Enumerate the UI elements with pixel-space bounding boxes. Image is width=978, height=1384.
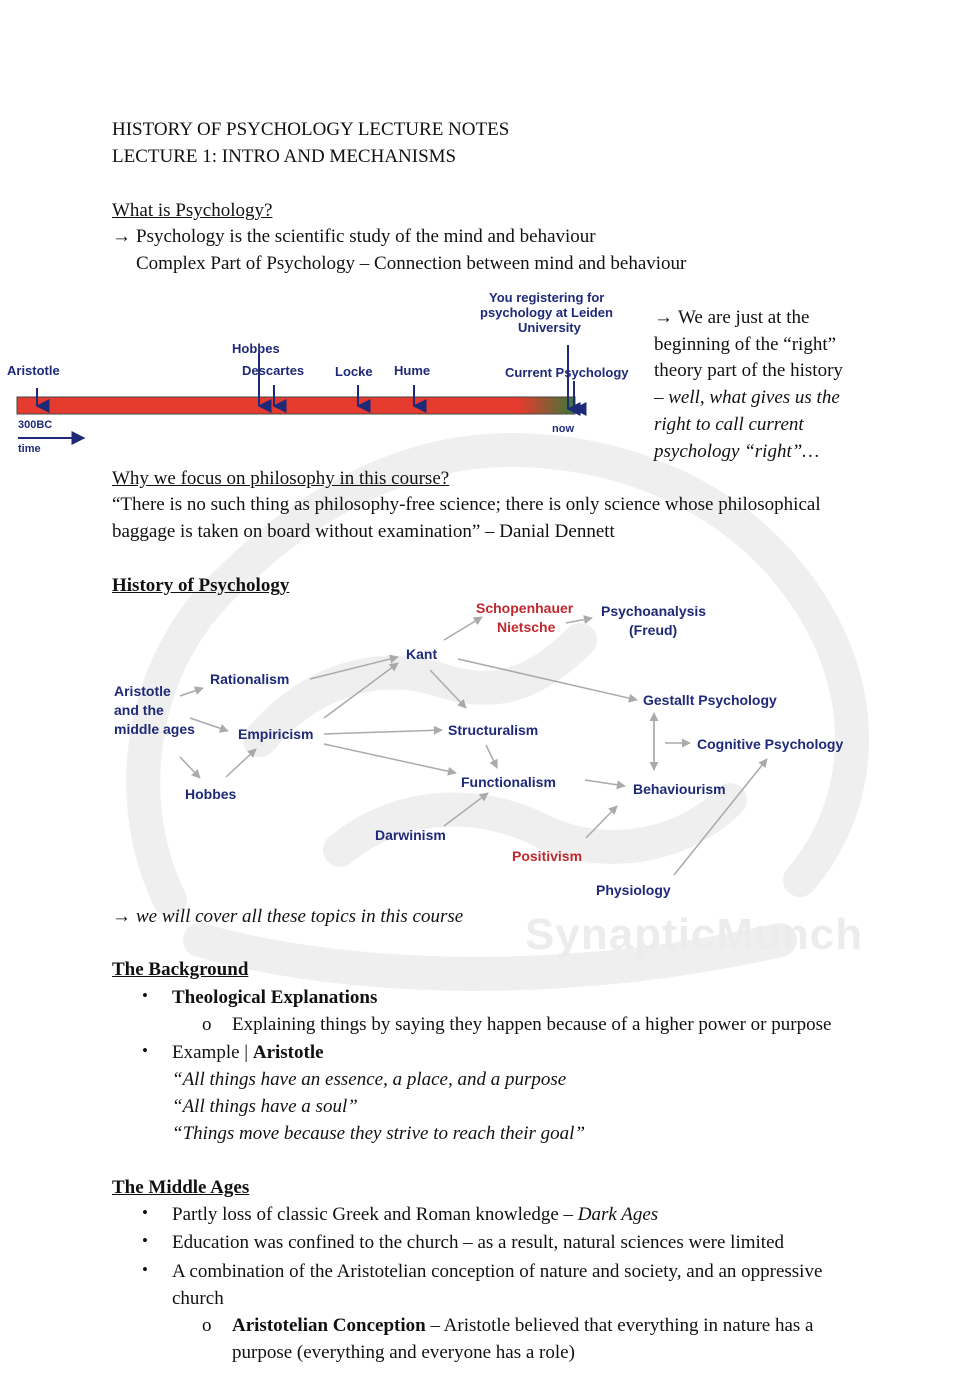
dark-ages-text: Dark Ages — [577, 1204, 659, 1225]
theological-sub-item: Explaining things by saying they happen because of a higher power or purpose — [232, 1014, 832, 1035]
timeline-registering-2: psychology at Leiden — [480, 305, 613, 320]
node-darwinism: Darwinism — [375, 827, 446, 843]
sub-bullet-icon: o — [202, 1315, 212, 1336]
timeline-hobbes: Hobbes — [232, 341, 280, 356]
watermark-text: SynapticMunch — [525, 910, 864, 959]
middle-ages-item-3-line-1: A combination of the Aristotelian conception of nature and society, and an oppressive — [172, 1261, 823, 1282]
node-aristotle-1: Aristotle — [114, 683, 171, 699]
timeline-registering-3: University — [518, 320, 581, 335]
node-freud: (Freud) — [629, 622, 678, 638]
node-hobbes: Hobbes — [185, 786, 237, 802]
bullet-icon: • — [142, 986, 148, 1005]
what-is-heading: What is Psychology? — [112, 200, 273, 221]
doc-title: HISTORY OF PSYCHOLOGY LECTURE NOTES — [112, 119, 510, 140]
side-note-line-3: theory part of the history — [654, 360, 843, 381]
node-schopenhauer: Schopenhauer — [476, 600, 574, 616]
cover-note-arrow: → — [112, 906, 131, 927]
complex-part-text: Complex Part of Psychology – Connection between mind and behaviour — [136, 253, 687, 274]
aristotle-quote-3: “Things move because they strive to reach their goal” — [172, 1123, 586, 1144]
middle-ages-item-3-line-2: church — [172, 1288, 224, 1309]
timeline-hume: Hume — [394, 363, 431, 378]
aristotelian-conception — [232, 1312, 814, 1339]
node-aristotle-3: middle ages — [114, 721, 195, 737]
node-rationalism: Rationalism — [210, 671, 290, 687]
definition-text: Psychology is the scientific study of the mind and behaviour — [136, 226, 596, 247]
timeline-start: 300BC — [18, 419, 53, 431]
bullet-icon: • — [142, 1260, 148, 1279]
dennett-quote-line-2: baggage is taken on board without examination” – Danial Dennett — [112, 521, 615, 542]
timeline-current: Current Psychology — [505, 365, 629, 380]
example-aristotle: Aristotle — [252, 1042, 324, 1063]
middle-ages-item-2: Education was confined to the church – as a result, natural sciences were limited — [172, 1232, 784, 1253]
node-cognitive: Cognitive Psychology — [697, 736, 844, 752]
cover-note: we will cover all these topics in this course — [136, 906, 464, 927]
aristotle-quote-1: “All things have an essence, a place, and a purpose — [172, 1069, 567, 1090]
side-note-line-1: We are just at the — [678, 307, 810, 328]
node-functionalism: Functionalism — [461, 774, 556, 790]
timeline-locke: Locke — [335, 364, 373, 379]
side-note-line-4: – well, what gives us the — [654, 387, 840, 408]
dennett-quote-line-1: “There is no such thing as philosophy-free science; there is only science whose philosophical — [112, 494, 821, 515]
aristotelian-definition: – Aristotle believed that everything in nature has a — [425, 1315, 814, 1336]
node-aristotle-2: and the — [114, 702, 164, 718]
bullet-icon: • — [142, 1231, 148, 1250]
background-heading: The Background — [112, 959, 249, 980]
node-structuralism: Structuralism — [448, 722, 539, 738]
timeline-descartes: Descartes — [242, 363, 305, 378]
theological-item: Theological Explanations — [172, 987, 378, 1008]
bullet-icon: • — [142, 1041, 148, 1060]
node-nietsche: Nietsche — [497, 619, 556, 635]
definition-arrow: → — [112, 226, 131, 247]
node-psychoanalysis: Psychoanalysis — [601, 603, 707, 619]
node-empiricism: Empiricism — [238, 726, 314, 742]
item1-text: Partly loss of classic Greek and Roman knowledge – — [172, 1204, 578, 1225]
philosophy-heading: Why we focus on philosophy in this course? — [112, 468, 450, 489]
history-heading: History of Psychology — [112, 575, 290, 596]
side-note-line-6: psychology “right”… — [654, 441, 820, 462]
middle-ages-item-1 — [172, 1201, 658, 1228]
lecture-title: LECTURE 1: INTRO AND MECHANISMS — [112, 146, 457, 167]
node-positivism: Positivism — [512, 848, 583, 864]
example-item — [172, 1039, 324, 1066]
node-behaviourism: Behaviourism — [633, 781, 726, 797]
timeline-axis-label: time — [18, 443, 41, 455]
sub-bullet-icon: o — [202, 1014, 212, 1035]
bullet-icon: • — [142, 1203, 148, 1222]
middle-ages-heading: The Middle Ages — [112, 1177, 250, 1198]
node-kant: Kant — [406, 646, 438, 662]
side-note-arrow: → — [654, 307, 673, 328]
timeline-aristotle: Aristotle — [7, 363, 60, 378]
timeline-registering-1: You registering for — [489, 290, 605, 305]
aristotelian-term: Aristotelian Conception — [232, 1315, 426, 1336]
side-note-line-5: right to call current — [654, 414, 804, 435]
node-gestalt: Gestallt Psychology — [643, 692, 777, 708]
aristotelian-conception-line-2: purpose (everything and everyone has a role) — [232, 1342, 575, 1363]
timeline-end: now — [552, 423, 574, 435]
node-physiology: Physiology — [596, 882, 671, 898]
side-note-line-2: beginning of the “right” — [654, 334, 837, 355]
timeline-bar — [17, 397, 575, 414]
example-prefix: Example | — [172, 1042, 253, 1063]
aristotle-quote-2: “All things have a soul” — [172, 1096, 358, 1117]
